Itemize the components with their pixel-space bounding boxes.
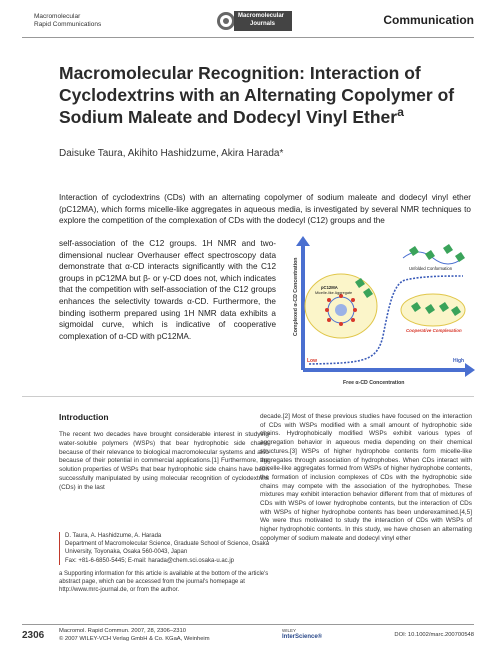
supporting-info-note: a Supporting information for this article is available at the bottom of the article's abstract page, which can be accessed from the journal's homepage at http://www.mrc-journal.de, or from the author. (59, 571, 269, 594)
intro-column-2: decade.[2] Most of these previous studies have focused on the interaction of CDs with WSPs modified with a small amount of hydrophobic side chains. Hydrophobically modified WSPs exhibit various types of aggregation behavior in aqueous media depending on their chemical structures.[3] WSPs of higher hydrophobe contents form micelle-like aggregates through association of hydrophobes. When CDs interact with micelle-like aggregates formed from WSPs of higher hydrophobe contents, the formation of inclusion complexes of CDs with the hydrophobic side chains may compete with the association of the hydrophobes. These mixtures may exhibit interaction behavior different from that of mixtures of CDs with WSPs of lower hydrophobe contents, but the interaction of CDs with WSPs of higher hydrophobe contents has been underexamined.[4,5] We were thus motivated to study the interaction of CDs with WSPs of higher hydrophobic contents. In this study, we have chosen an alternating copolymer of sodium maleate and dodecyl vinyl ether (260, 413, 472, 542)
section-label: Communication (383, 13, 474, 27)
polymer-label: pC12MA (321, 285, 338, 290)
page-number: 2306 (22, 630, 45, 641)
coop-label: Cooperative Complexation (406, 328, 462, 333)
journals-logo (214, 5, 294, 37)
footer-copyright: © 2007 WILEY-VCH Verlag GmbH & Co. KGaA, Weinheim (59, 635, 210, 642)
interscience-logo (282, 627, 322, 641)
x-axis-label: Free α-CD Concentration (343, 380, 405, 386)
corresponding-mark: * (279, 148, 284, 159)
doi: DOI: 10.1002/marc.200700548 (394, 632, 474, 638)
intro-column-1: The recent two decades have brought considerable interest in studying water-soluble polymers (WSPs) that bear hydrophobic side chains because of their relevance to biological macromolecular systems and also because of their potential in commercial applications.[1] Furthermore, the solution properties of WSPs that bear hydrophobic side chains have been successfully manipulated by using molecular recognition of cyclodextrins (CDs) in the last (59, 431, 269, 491)
footer-citation-block (59, 628, 210, 643)
journal-name (34, 13, 101, 29)
abstract-full-width (59, 192, 471, 227)
journal-name-line2: Rapid Communications (34, 21, 102, 28)
high-label: High (453, 358, 465, 364)
authors-text: Daisuke Taura, Akihito Hashidzume, Akira Harada (59, 148, 280, 159)
footer-citation: Macromol. Rapid Commun. 2007, 28, 2306–2310 (59, 628, 186, 634)
abstract-text-top: Interaction of cyclodextrins (CDs) with an alternating copolymer of sodium maleate and dodecyl vinyl ether (pC12MA), which forms micelle-like aggregates in aqueous media, is investigated by several NMR techniques to explore the competition of the complexation of CDs with the dodecyl (C12) groups and the (59, 193, 471, 226)
footer-rule (22, 624, 474, 625)
article-title-text: Macromolecular Recognition: Interaction of Cyclodextrins with an Alternating Copolymer of Sodium Maleate and Dodecyl Vinyl Ether (59, 63, 455, 127)
abstract-divider (22, 396, 474, 397)
introduction-heading: Introduction (59, 412, 109, 422)
y-axis-label: Complexed α-CD Concentration (293, 257, 299, 336)
graphical-abstract (293, 236, 475, 386)
title-footnote-mark: a (397, 105, 404, 120)
unfolded-label: Unfolded Conformation (409, 266, 453, 271)
header-rule (22, 37, 474, 38)
logo-line2: Journals (250, 21, 276, 27)
article-title (59, 62, 469, 128)
abstract-text-narrow: self-association of the C12 groups. 1H NMR and two-dimensional nuclear Overhauser effect spectroscopy data demonstrate that α-CD interacts significantly with the C12 groups in pC12MA but β- or γ-CD does not, which indicates that the competition with self-association of the C12 groups enhances the selectivity towards α-CD. Furthermore, the binding isotherm prepared using 1H NMR data exhibits a sigmoidal curve, which is indicative of cooperative complexation of α-CD with pC12MA. (59, 239, 276, 341)
low-label: Low (307, 358, 317, 364)
logo-line1: Macromolecular (238, 13, 285, 19)
journal-name-line1: Macromolecular (34, 13, 81, 20)
author-affiliation: D. Taura, A. Hashidzume, A. Harada Department of Macromolecular Science, Graduate School of Science, Osaka University, Toyonaka, Osaka 560-0043, Japan Fax: +81-6-6850-5445; E-mail: harada@chem.sci.osaka-u.ac.jp (59, 532, 275, 565)
aggregate-label: Micelle-like Aggregate (315, 291, 353, 295)
publisher-name: InterScience® (282, 634, 323, 640)
author-list (59, 148, 283, 159)
publisher-top: WILEY (282, 628, 297, 633)
